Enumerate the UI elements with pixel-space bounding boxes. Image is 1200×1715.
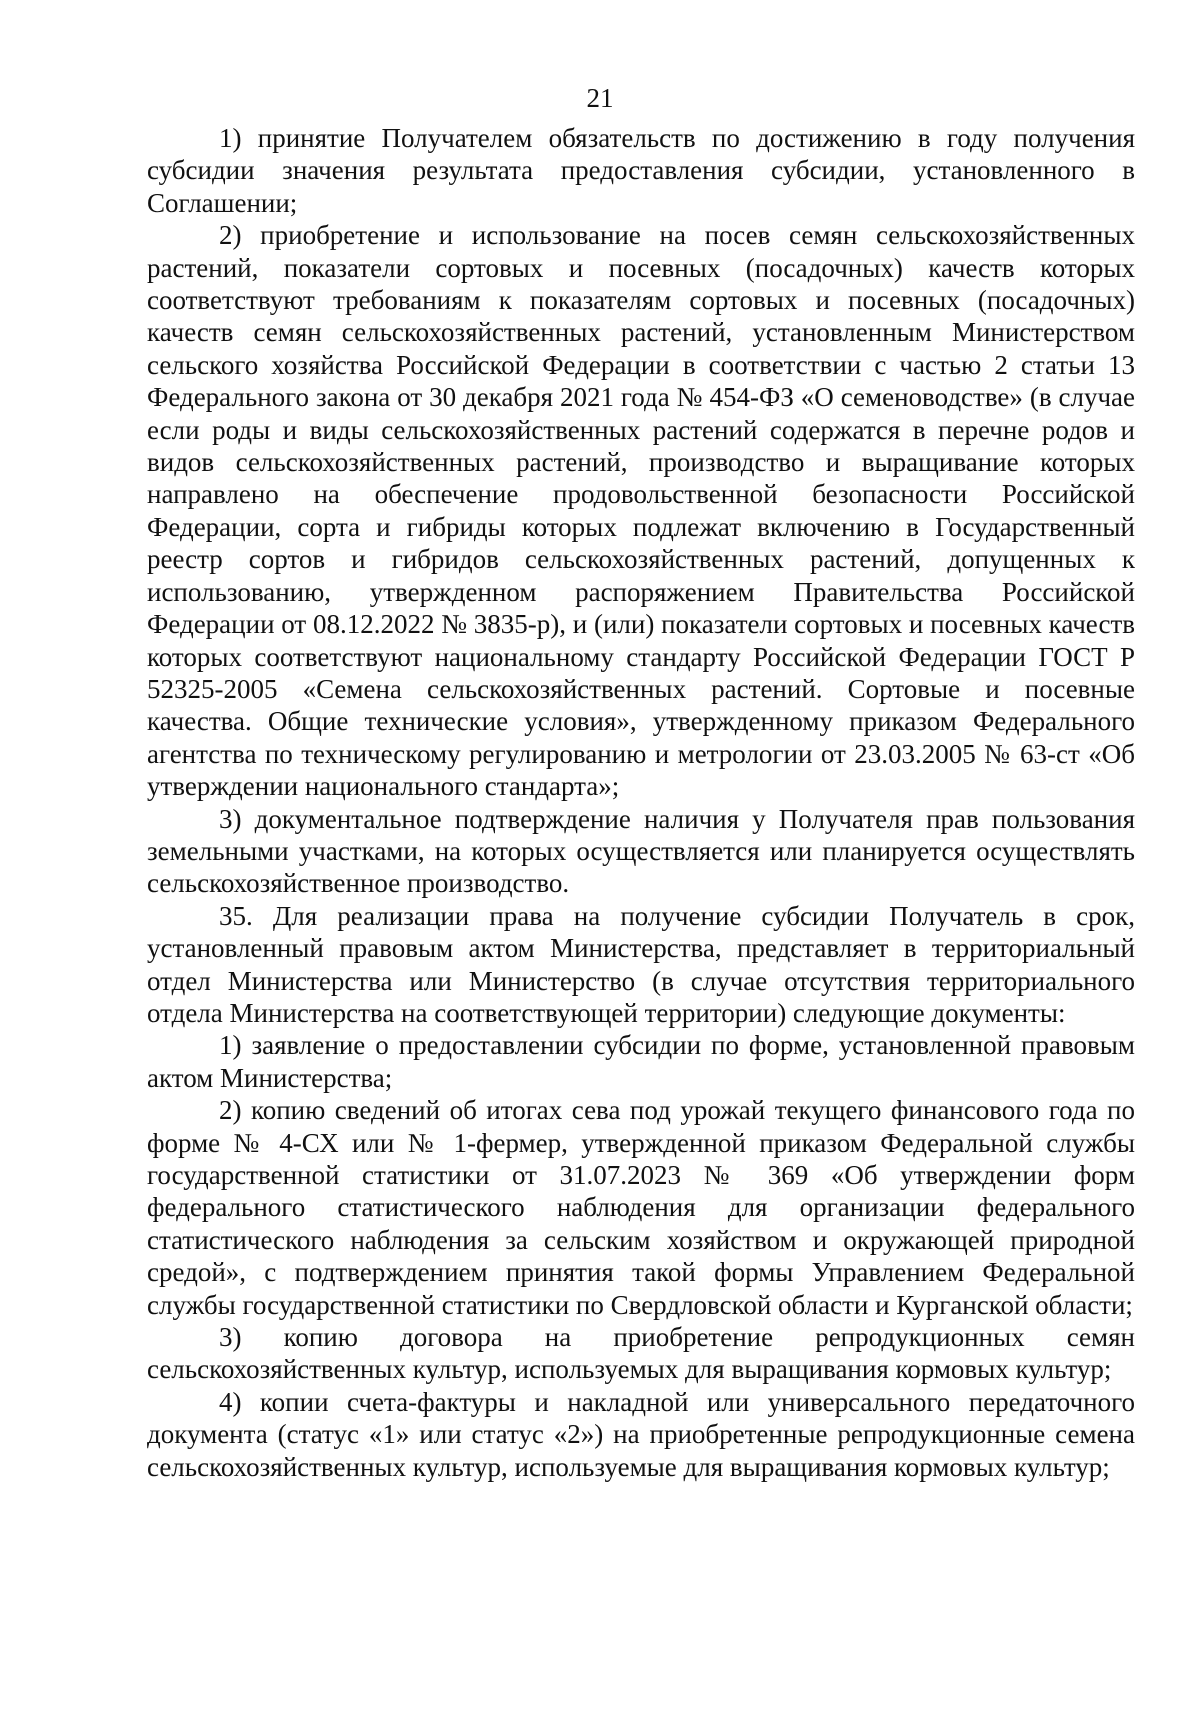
- paragraph-document-1: 1) заявление о предоставлении субсидии по форме, установленной правовым актом Министерства;: [147, 1030, 1135, 1093]
- paragraph-condition-1: 1) принятие Получателем обязательств по достижению в году получения субсидии значения результата предоставления субсидии, установленного в Соглашении;: [147, 123, 1135, 218]
- paragraph-document-3: 3) копию договора на приобретение репродукционных семян сельскохозяйственных культур, используемых для выращивания кормовых культур;: [147, 1322, 1135, 1385]
- paragraph-document-2: 2) копию сведений об итогах сева под урожай текущего финансового года по форме № 4-СХ или № 1-фермер, утвержденной приказом Федеральной службы государственной статистики от 31.07.2023 № 369 «Об утверждении форм федерального статистического наблюдения для организации федерального статистического наблюдения за сельским хозяйством и окружающей природной средой», с подтверждением принятия такой формы Управлением Федеральной службы государственной статистики по Свердловской области и Курганской области;: [147, 1095, 1135, 1320]
- paragraph-document-4: 4) копии счета-фактуры и накладной или универсального передаточного документа (статус «1» или статус «2») на приобретенные репродукционные семена сельскохозяйственных культур, используемые для выращивания кормовых культур;: [147, 1386, 1135, 1482]
- paragraph-condition-3: 3) документальное подтверждение наличия у Получателя прав пользования земельными участками, на которых осуществляется или планируется осуществлять сельскохозяйственное производство.: [147, 803, 1135, 899]
- paragraph-condition-2: 2) приобретение и использование на посев семян сельскохозяйственных растений, показатели сортовых и посевных (посадочных) качеств которых соответствуют требованиям к показателям сортовых и посевных (посадочных) качеств семян сельскохозяйственных растений, установленным Министерством сельского хозяйства Российской Федерации в соответствии с частью 2 статьи 13 Федерального закона от 30 декабря 2021 года № 454-ФЗ «О семеноводстве» (в случае если роды и виды сельскохозяйственных растений содержатся в перечне родов и видов сельскохозяйственных растений, производство и выращивание которых направлено на обеспечение продовольственной безопасности Российской Федерации, сорта и гибриды которых подлежат включению в Государственный реестр сортов и гибридов сельскохозяйственных растений, допущенных к использованию, утвержденном распоряжением Правительства Российской Федерации от 08.12.2022 № 3835-р), и (или) показатели сортовых и посевных качеств которых соответствуют национальному стандарту Российской Федерации ГОСТ Р 52325-2005 «Семена сельскохозяйственных растений. Сортовые и посевные качества. Общие технические условия», утвержденному приказом Федерального агентства по техническому регулированию и метрологии от 23.03.2005 № 63-ст «Об утверждении национального стандарта»;: [147, 220, 1135, 802]
- page-number: 21: [586, 83, 614, 113]
- paragraph-section-35: 35. Для реализации права на получение субсидии Получатель в срок, установленный правовым актом Министерства, представляет в территориальный отдел Министерства или Министерство (в случае отсутствия территориального отдела Министерства на соответствующей территории) следующие документы:: [147, 900, 1135, 1028]
- document-body: [147, 122, 1135, 1483]
